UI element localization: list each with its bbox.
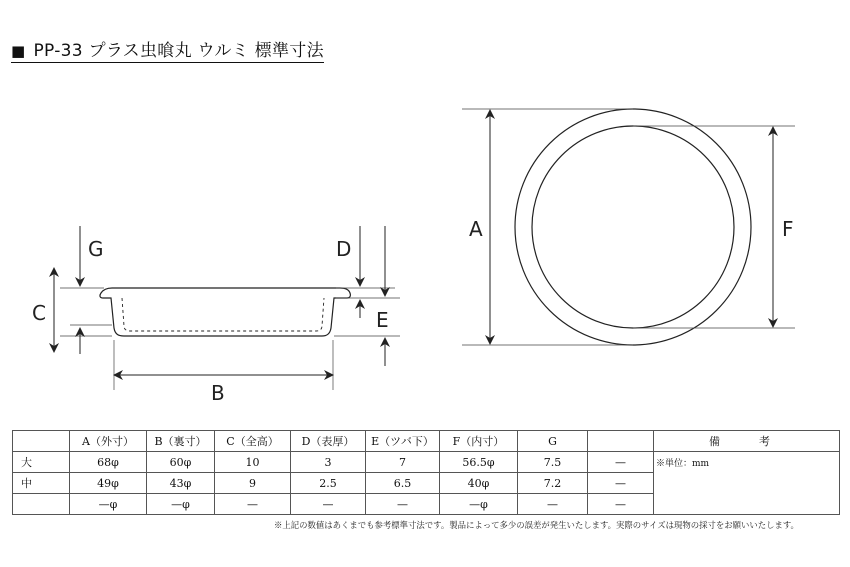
- table-cell: 2.5: [291, 473, 366, 494]
- table-cell: —: [291, 494, 366, 515]
- header-cell: [13, 431, 70, 452]
- header-cell: C（全高）: [215, 431, 291, 452]
- table-cell: 49φ: [70, 473, 147, 494]
- table-cell: —: [588, 452, 654, 473]
- inner-circle: [532, 126, 734, 328]
- table-cell: 68φ: [70, 452, 147, 473]
- header-cell: D（表厚）: [291, 431, 366, 452]
- table-cell: 7.2: [518, 473, 588, 494]
- label-f: F: [782, 217, 794, 241]
- table-cell: 3: [291, 452, 366, 473]
- table-cell: —: [588, 473, 654, 494]
- header-cell-remarks: 備 考: [654, 431, 840, 452]
- table-cell: 60φ: [147, 452, 215, 473]
- row-label: 大: [13, 452, 70, 473]
- side-profile-outline: [100, 288, 350, 336]
- table-cell: 56.5φ: [440, 452, 518, 473]
- table-cell: —φ: [147, 494, 215, 515]
- table-cell: —φ: [70, 494, 147, 515]
- table-cell: 9: [215, 473, 291, 494]
- label-g: G: [88, 237, 104, 261]
- table-cell: —φ: [440, 494, 518, 515]
- label-c: C: [32, 301, 46, 325]
- table-cell: 40φ: [440, 473, 518, 494]
- row-label: 中: [13, 473, 70, 494]
- table-cell: —: [366, 494, 440, 515]
- table-cell: 7: [366, 452, 440, 473]
- table-cell: 10: [215, 452, 291, 473]
- label-b: B: [211, 381, 225, 405]
- table-cell: 7.5: [518, 452, 588, 473]
- header-cell: [588, 431, 654, 452]
- remarks-cell: ※単位：mm: [654, 452, 840, 515]
- side-inner-dashed-line: [122, 298, 324, 331]
- header-cell: G: [518, 431, 588, 452]
- label-a: A: [469, 217, 483, 241]
- title-text: PP-33 プラス虫喰丸 ウルミ 標準寸法: [33, 41, 324, 61]
- outer-circle: [515, 109, 751, 345]
- table-cell: —: [215, 494, 291, 515]
- header-cell: E（ツバ下）: [366, 431, 440, 452]
- top-view: [462, 109, 795, 345]
- header-cell: A（外寸）: [70, 431, 147, 452]
- label-e: E: [376, 308, 389, 332]
- spec-table: [12, 430, 840, 515]
- table-header-row: [13, 431, 840, 452]
- table-cell: —: [518, 494, 588, 515]
- table-row: [13, 452, 840, 473]
- header-cell: B（裏寸）: [147, 431, 215, 452]
- label-d: D: [336, 237, 352, 261]
- table-cell: —: [588, 494, 654, 515]
- footnote: ※上記の数値はあくまでも参考標準寸法です。製品によって多少の誤差が発生いたします。実際のサイズは現物の採寸をお願いいたします。: [274, 520, 799, 530]
- header-cell: F（内寸）: [440, 431, 518, 452]
- table-cell: 43φ: [147, 473, 215, 494]
- title-marker-icon: ■: [11, 42, 26, 60]
- row-label: [13, 494, 70, 515]
- table-cell: 6.5: [366, 473, 440, 494]
